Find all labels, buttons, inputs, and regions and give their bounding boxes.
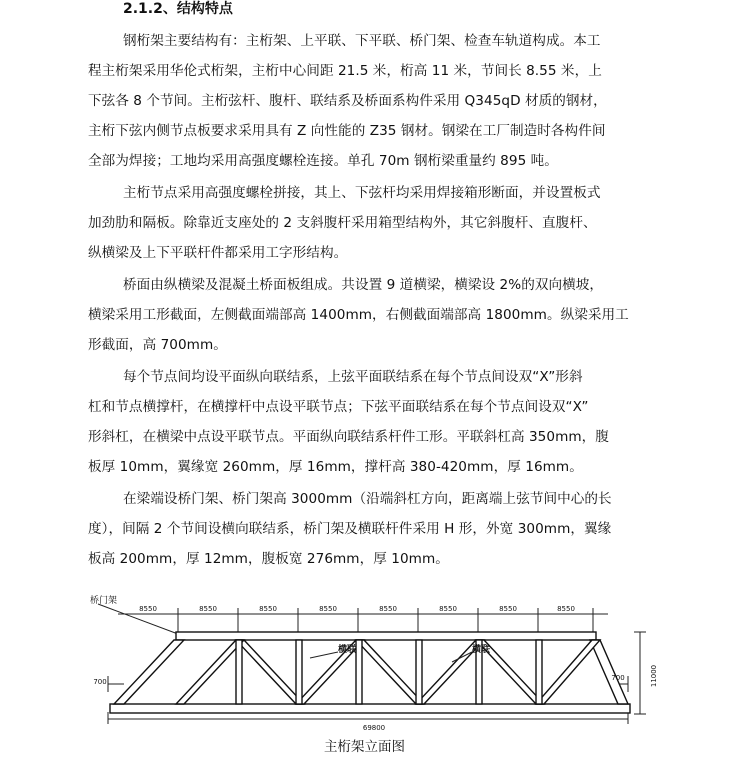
panel-length-label: 8550 [259,605,277,613]
text-line: 加劲肋和隔板。除靠近支座处的 2 支斜腹杆采用箱型结构外，其它斜腹杆、直腹杆、 [88,215,597,231]
section-heading: 2.1.2、结构特点 [123,1,233,17]
text-line: 下弦各 8 个节间。主桁弦杆、腹杆、联结系及桥面系构件采用 Q345qD 材质的钢材， [88,93,607,109]
text-line: 形截面，高 700mm。 [88,337,227,353]
text-line: 每个节点间均设平面纵向联结系，上弦平面联结系在每个节点间设双“X”形斜 [123,369,583,385]
text-line: 纵横梁及上下平联杆件都采用工字形结构。 [88,245,348,261]
text-line: 形斜杠，在横梁中点设平联节点。平面纵向联结系杆件工形。平联斜杠高 350mm，腹 [88,429,609,445]
text-line: 板厚 10mm，翼缘宽 260mm，厚 16mm，撑杆高 380-420mm，厚 16mm。 [88,459,583,475]
bracing-label: 横联 [338,645,357,655]
text-line: 主桁节点采用高强度螺栓拼接，其上、下弦杆均采用焊接箱形断面，并设置板式 [123,185,601,201]
panel-length-label: 8550 [557,605,575,613]
text-line: 横梁采用工形截面，左侧截面端部高 1400mm，右侧截面端部高 1800mm。纵梁采用工 [88,307,629,323]
portal-label: 桥门架 [90,596,118,606]
text-line: 板高 200mm，厚 12mm，腹板宽 276mm，厚 10mm。 [88,551,449,567]
figure-caption: 主桁架立面图 [324,739,405,755]
panel-length-label: 8550 [439,605,457,613]
bracing-label: 横联 [472,645,491,655]
panel-length-label: 8550 [499,605,517,613]
panel-length-label: 8550 [139,605,157,613]
text-line: 程主桁架采用华伦式桁架，主桁中心间距 21.5 米，桁高 11 米，节间长 8.55 米，上 [88,63,602,79]
text-line: 度），间隔 2 个节间设横向联结系，桥门架及横联杆件采用 H 形，外宽 300mm，翼缘 [88,521,612,537]
truss-elevation-drawing [88,592,672,738]
truss-height-label: 11000 [650,664,658,688]
panel-length-label: 8550 [379,605,397,613]
panel-length-label: 8550 [319,605,337,613]
text-line: 在梁端设桥门架、桥门架高 3000mm（沿端斜杠方向，距离端上弦节间中心的长 [123,491,612,507]
panel-length-label: 8550 [199,605,217,613]
text-line: 桥面由纵横梁及混凝土桥面板组成。共设置 9 道横梁，横梁设 2%的双向横坡， [123,277,604,293]
total-length-label: 69800 [362,724,386,732]
text-line: 主桁下弦内侧节点板要求采用具有 Z 向性能的 Z35 钢材。钢梁在工厂制造时各构件间 [88,123,606,139]
end-offset-label: 700 [611,674,625,682]
text-line: 全部为焊接；工地均采用高强度螺栓连接。单孔 70m 钢桁梁重量约 895 吨。 [88,153,558,169]
text-line: 钢桁架主要结构有：主桁架、上平联、下平联、桥门架、检查车轨道构成。本工 [123,33,601,49]
text-line: 杠和节点横撑杆，在横撑杆中点设平联节点；下弦平面联结系在每个节点间设双“X” [88,399,589,415]
end-offset-label: 700 [93,678,107,686]
